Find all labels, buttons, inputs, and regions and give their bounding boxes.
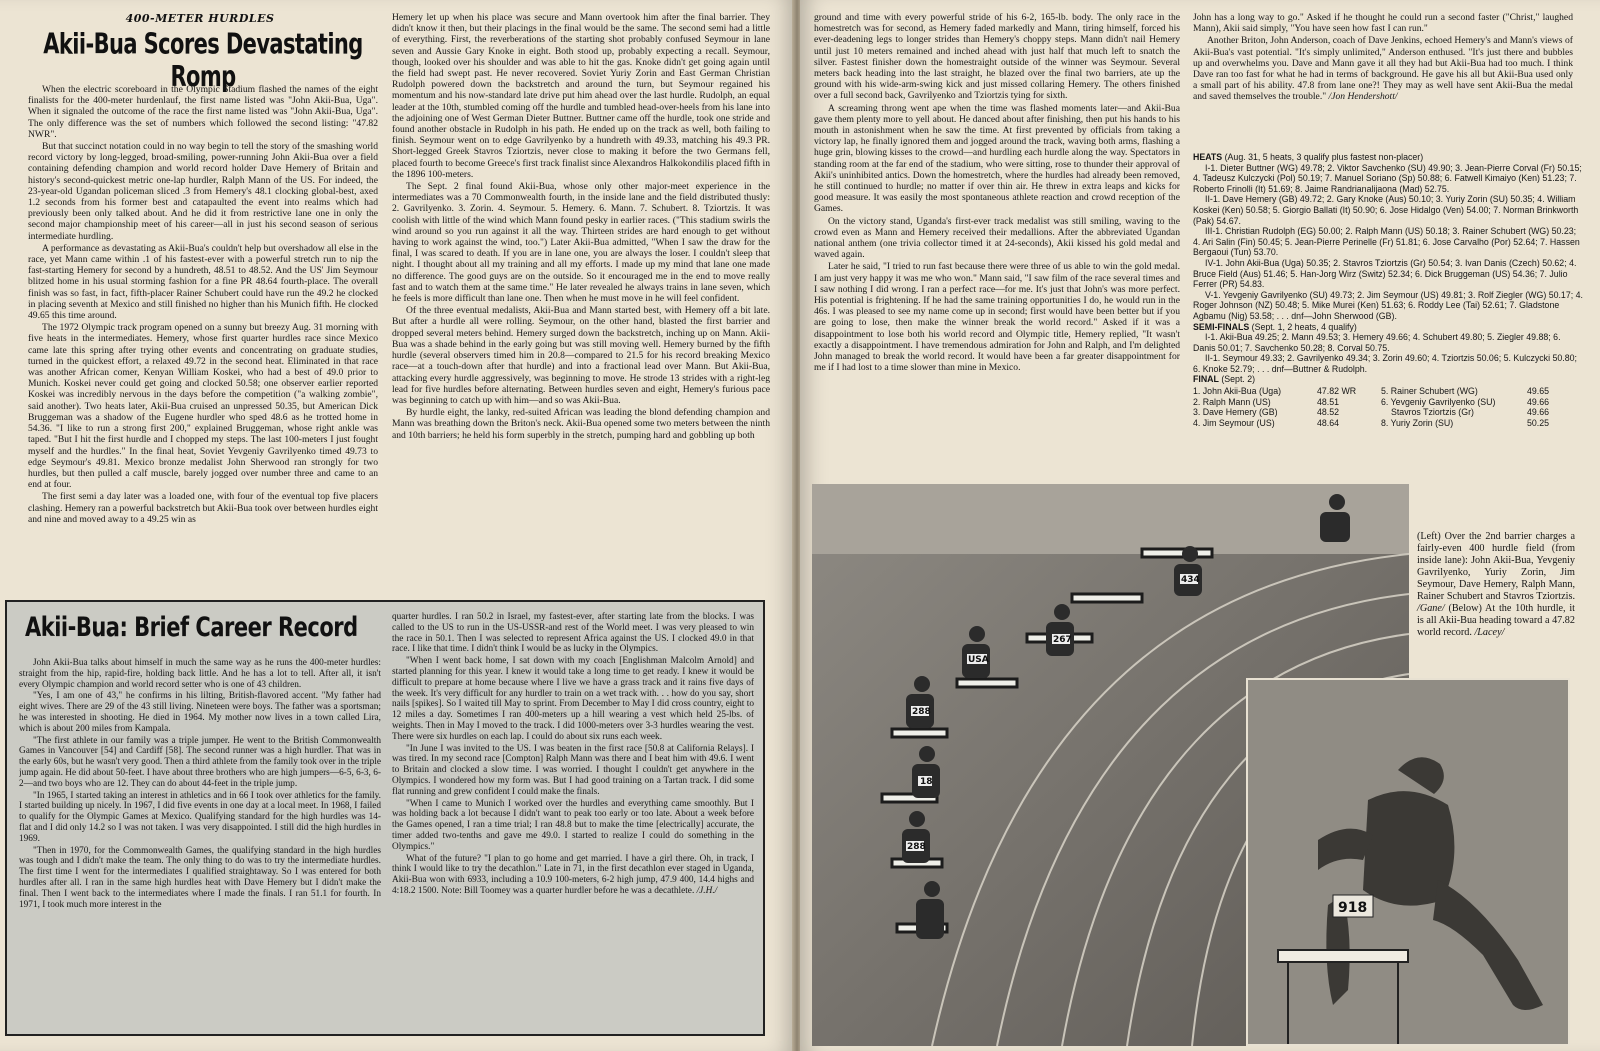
paragraph: Later he said, "I tried to run fast because there were three of us able to win the gold medal. I am just very happy it was me who won." Mann said, "I saw film of the race several times and I saw nothing I did wrong. I ran a perfect race—for me. It's just that John's was more perfect. His potential is frightening. If he had the same training opportunities I do, he would run in the 46s. I was pleased to see my name come up in second; first would have been better but if you are going to lose, then make the winner break the world record." Asked if it was a disappointment to lose both his world record and Olympic title, Hemery replied, "It wasn't exactly a disappointment. I have tremendous admiration for John and Ralph, and I'm delighted John managed to break the world record. It would have been a far greater disappointment for me if I had lost to a time slower than mine in Mexico. bbox=[814, 261, 1180, 374]
paragraph: But that succinct notation could in no way begin to tell the story of the smashing world record victory by long-legged, broad-smiling, power-running John Akii-Bua over a field containing defending champion and world record holder Dave Hemery of Britain and history's second-quickest metric one-lap hurdler, Ralph Mann of the US. For indeed, the 23-year-old Ugandan policeman sliced .3 from Hemery's 48.1 clocking global-best, axed 1.2 seconds from his former best and catapaulted the event into realms which had previously been only talked about. And he did it from restrictive lane one in only the second major championship meet of his career—all in just his second season of serious intermediate hurdling. bbox=[28, 141, 378, 242]
paragraph: The 1972 Olympic track program opened on a sunny but breezy Aug. 31 morning with five heats in the intermediates. Hemery, whose first quarter hurdles race since Mexico came late this spring after trying other events and concentrating on graduate studies, turned in the quickest effort, a relaxed 49.72 in the second heat. Eliminated in that race was another African comer, Kenyan William Koskei, who had a best of 49.0 prior to Munich. Koskei never could get going and clocked 50.58; one observer earlier reported Koskei was incredibly nervous in the days before the competition ("a walking zombie", said another). Two heats later, Akii-Bua cruised an unpressed 50.35, but American Dick Bruggeman was a shadow of the Eugene hurdler who sped 48.6 as he trotted home in 54.36. "I like to run a strong first 200," explained Bruggeman, whose right ankle was taped. "But I hit the first hurdle and I chopped my steps. The last 100-meters I just fought myself and the hurdles." In the final heat, Soviet Yevgeniy Gavrilyenko timed 49.73 to edge Seymour's 49.81. Mexico bronze medalist John Sherwood ran strongly for two hurdles, but then pulled a calf muscle, barely jogged over number three and came to an end at four. bbox=[28, 322, 378, 491]
sidebar-credit: /J.H./ bbox=[696, 885, 718, 896]
final-time: 48.52 bbox=[1317, 407, 1340, 418]
semis-label: SEMI-FINALS bbox=[1193, 321, 1250, 332]
final-time: 48.51 bbox=[1317, 396, 1340, 407]
semis-header bbox=[1193, 322, 1585, 333]
final-note: (Sept. 2) bbox=[1221, 374, 1256, 385]
final-athlete: 1. John Akii-Bua (Uga) bbox=[1193, 386, 1282, 397]
bib-number: 434 bbox=[1181, 575, 1200, 585]
final-time: 49.65 bbox=[1527, 386, 1550, 397]
sidebar-column-1 bbox=[19, 658, 381, 1030]
final-athlete: 3. Dave Hemery (GB) bbox=[1193, 407, 1278, 418]
table-row bbox=[1193, 386, 1555, 397]
akii-bua-photo bbox=[1246, 678, 1570, 1046]
heat-result: V-1. Yevgeniy Gavrilyenko (SU) 49.73; 2. Jim Seymour (US) 49.81; 3. Rolf Ziegler (WG) 50.17; 4. Roger Johnson (NZ) 50.48; 5. Mike Murei (Ken) 51.63; 6. Roddy Lee (Tai) 52.61; 7. Gladstone Agbamu (Nig) 53.58; . . . dnf—John Sherwood (GB). bbox=[1193, 289, 1583, 321]
final-athlete: Stavros Tziortzis (Gr) bbox=[1391, 407, 1474, 418]
caption-text: (Left) Over the 2nd barrier charges a fairly-even 400 hurdle field (from inside lane): John Akii-Bua, Yevgeniy Gavrilyenko, Yuriy Zorin, Jim Seymour, Dave Hemery, Ralph Mann, Rainer Schubert and Stavros Tziortzis. bbox=[1417, 531, 1575, 602]
paragraph: "The first athlete in our family was a triple jumper. He went to the British Commonwealth Games in Vancouver [54] and Cardiff [58]. The second runner was a high hurdler. That was in the early 60s, but he wasn't very good. Then a third athlete from the family took over in the triple jump again. He did about 50-feet. I have about three brothers who are high jumpers—6-5, 6-3, 6-2—and two boys who are 12. They can do about 44-feet in the triple jump. bbox=[19, 735, 381, 789]
article-kicker: 400-METER HURDLES bbox=[125, 12, 275, 25]
career-record-sidebar bbox=[5, 600, 765, 1036]
paragraph: Hemery let up when his place was secure and Mann overtook him after the final barrier. They didn't know it then, but their placings in the final would be the same. The second semi had a little of everything. First, the reverberations of the starting shot probably confused Seymour in lane seven and Aussie Gary Knoke in eight. Both stood up, probably expecting a recall. Seymour, though, looked over his shoulder and was able to hit the gas. Knoke didn't get going again until the field had swept past. He never recovered. Soviet Yuriy Zorin and East German Christian Rudolph powered down the backstretch and around the turn, but Seymour regained his momentum and his now-standard late drive put him ahead over the last hurdle. Rudolph, an equal leader at the 10th, stumbled coming off the hurdle and tumbled head-over-heels from his lane into the adjoining one of West German Dieter Buttner. Buttner came off the hurdle, took one stride and found another obstacle in Rudolph in his path. He ended up on the track as well, both failing to finish. Seymour went on to edge Gavrilyenko by a hundreth with 49.33, matching his 49.3 PR. Short-legged Greek Stavros Tziortzis, never close to making it before the two Germans fell, placed fourth to become Greece's first track finalist since Alexandros Halkokondilis placed fifth in the 1896 100-meters. bbox=[392, 12, 770, 180]
bib-number: 267 bbox=[1053, 635, 1072, 645]
heats-header bbox=[1193, 152, 1585, 163]
semi-result: II-1. Seymour 49.33; 2. Gavrilyenko 49.34; 3. Zorin 49.60; 4. Tziortzis 50.06; 5. Kulczycki 50.80; 6. Knoke 52.79; . . . dnf—Buttner & Rudolph. bbox=[1193, 353, 1577, 374]
heat-result: III-1. Christian Rudolph (EG) 50.00; 2. Ralph Mann (US) 50.18; 3. Rainer Schubert (WG) 50.23; 4. Ari Salin (Fin) 50.45; 5. Jean-Pierre Perinelle (Fr) 51.81; 6. Jose Carvalho (Por) 52.64; 7. Hassen Bergaoui (Tun) 53.70. bbox=[1193, 226, 1580, 258]
final-time: 49.66 bbox=[1527, 407, 1550, 418]
paragraph bbox=[392, 854, 754, 897]
article-credit: /Jon Hendershott/ bbox=[1328, 91, 1398, 103]
paragraph: When the electric scoreboard in the Olympic Stadium flashed the names of the eight finalists for the 400-meter hurdenlauf, the first name listed was "John Akii-Bua, Uga". When it signaled the outcome of the race the first name listed was "John Akii-Bua, Uga". The only difference was the set of numbers which followed the second listing: "47.82 NWR". bbox=[28, 84, 378, 140]
paragraph: A screaming throng went ape when the time was flashed moments later—and Akii-Bua gave them plenty more to yell about. He danced about after finishing, then put his hands to his mouth in astonishment when he saw the time. At first prevented by officials from taking a victory lap, he finally ignored them and jogged around the track, waving both arms, flashing a huge grin, blowing kisses to the crowd—and hurdling each hurdle along the way. Spectators in standing room at the far end of the stadium, who were sitting, rose to thunder their approval of Akii's uninhibited antics. Down the homestretch, where the hurdles had already been removed, he still continued to hurdle; no matter if over thin air. He threw in extra leaps and kicks for good measure. It was easily the most spontaneous athlete reaction and crowd reception of the Games. bbox=[814, 102, 1180, 215]
heats-label: HEATS bbox=[1193, 152, 1223, 162]
heat-result: I-1. Dieter Buttner (WG) 49.78; 2. Viktor Savchenko (SU) 49.90; 3. Jean-Pierre Corval (Fr) 50.15; 4. Tadeusz Kulczycki (Pol) 50.19; 7. Manuel Soriano (Sp) 50.88; 6. Fatwell Kimaiyo (Ken) 51.23; 7. Roberto Frinolli (It) 51.69; 8. Jaime Randrianalijaona (Mad) 52.75. bbox=[1193, 162, 1582, 194]
paragraph: ground and time with every powerful stride of his 6-2, 165-lb. body. The only race in the homestretch was for second, as Hemery faded markedly and Mann, tiring himself, forced his ever-deadening legs to longer strides than Hemery's choppy steps. Mann didn't nail Hemery until just 10 meters remained and inched ahead with just half that much left to snatch the silver. Fastest finisher down the homestraight outside of the winner was Seymour. Several meters back heading into the last straight, he blazed over the final two barriers, ate up the ground with his wide-arm-swing kick and just missed collaring Hemery. The others finished over a full second back, Gavrilyenko and Tziortzis tying for sixth. bbox=[814, 12, 1180, 102]
article-column-1 bbox=[28, 84, 378, 596]
paragraph: John Akii-Bua talks about himself in much the same way as he runs the 400-meter hurdles: straight from the hip, rapid-fire, holding back little. And he has a lot to tell. After all, it isn't every Olympic champion and world record setter who is one of 43 children. bbox=[19, 658, 381, 690]
paragraph bbox=[1193, 35, 1573, 102]
article-column-3 bbox=[814, 12, 1180, 474]
bib-number: 918 bbox=[1338, 900, 1368, 916]
caption-text-2: (Below) At the 10th hurdle, it is all Akii-Bua heading toward a 47.82 world record. bbox=[1417, 603, 1575, 638]
paragraph-text: What of the future? "I plan to go home and get married. I have a girl there. Oh, in track, I think I would like to try the decathlon." Late in 71, in the first decathlon ever staged in Uganda, Akii-Bua won with 6933, including a 10.9 100-meters, 6-2 high jump, 47.9 400, 14.4 highs and 4:18.2 1500. Note: Bill Toomey was a quarter hurdler before he was a decathlete. bbox=[392, 853, 754, 896]
heat-result: IV-1. John Akii-Bua (Uga) 50.35; 2. Stavros Tziortzis (Gr) 50.54; 3. Ivan Danis (Czech) 50.62; 4. Bruce Field (Aus) 51.46; 5. Han-Jorg Wirz (Switz) 52.34; 6. Dick Bruggeman (US) 54.36; 7. Julio Ferrer (PR) 54.83. bbox=[1193, 257, 1577, 290]
semi-result: I-1. Akii-Bua 49.25; 2. Mann 49.53; 3. Hemery 49.66; 4. Schubert 49.80; 5. Ziegler 49.88; 6. Danis 50.01; 7. Savchenko 50.28; 8. Corval 50.75. bbox=[1193, 332, 1561, 353]
table-row bbox=[1193, 407, 1555, 418]
table-row bbox=[1193, 418, 1555, 429]
final-time: 47.82 WR bbox=[1317, 386, 1357, 397]
paragraph: The first semi a day later was a loaded one, with four of the eventual top five placers clashing. Hemery ran a powerful backstretch but Akii-Bua took over between hurdles eight and nine and moved away to a 49.25 win as bbox=[28, 491, 378, 525]
final-results-table bbox=[1193, 386, 1555, 428]
paragraph: quarter hurdles. I ran 50.2 in Israel, my fastest-ever, after starting late from the blocks. I was called to the US to run in the US-USSR-and rest of the World meet. I was very pleased to win the race in 50.1. Then I was selected to represent Africa against the US. I clocked 49.0 in that race. I like that time. I didn't think I would be as lucky in the Olympics. bbox=[392, 612, 754, 655]
paragraph: A performance as devastating as Akii-Bua's couldn't help but overshadow all else in the race, yet Mann came within .1 of his fastest-ever with a powerful stretch run to nip the fast-starting Hemery for second by a hundreth, 48.51 to 48.52. And the US' Jim Seymour blitzed home in his usual storming fashion for a fine PR 48.64 fourth-place. The overall finish was so fast, in fact, fifth-placer Rainer Schubert could have run the 49.2 he clocked in placing seventh at Mexico and still finished no higher than his Munich fifth. He clocked 49.65 this time around. bbox=[28, 242, 378, 322]
paragraph: John has a long way to go." Asked if he thought he could run a second faster ("Christ," laughed Mann), Akii said simply, "You have seen how fast I can run." bbox=[1193, 12, 1573, 35]
final-time: 50.25 bbox=[1527, 417, 1550, 428]
bib-number: 18 bbox=[920, 777, 933, 787]
paragraph: "When I came to Munich I worked over the hurdles and everything came smoothly. But I was holding back a lot because I didn't want to peak too early or too late. About a week before the Games opened, I ran a time trial; I ran 48.8 but to make the time [electrically] accurate, the timer added two-tenths and gave me 49.0. I started to realize I could do something in the Olympics." bbox=[392, 798, 754, 852]
final-athlete: 2. Ralph Mann (US) bbox=[1193, 396, 1271, 407]
paragraph: Of the three eventual medalists, Akii-Bua and Mann started best, with Hemery off a bit late. But after a hurdle all were rolling. Seymour, on the other hand, blasted the first barrier and dropped several meters behind. Hemery surged down the backstretch, inching up on Mann. Akii-Bua was a shade behind in the early going but was still moving well. Hemery burned by the fifth hurdle (several observers timed him in 20.8—compared to 21.5 for his record breaking Mexico race—at a touch-down after that hurdle) and into a fractional lead over Mann. But Akii-Bua, attacking every hurdle aggressively, was beginning to move. He strode 13 strides with a right-leg lead for five hurdles before alternating. Between hurdles seven and eight, Hemery's furious pace was beginning to catch up with him—and so was Akii-Bua. bbox=[392, 305, 770, 406]
paragraph: The Sept. 2 final found Akii-Bua, whose only other major-meet experience in the intermediates was a 70 Commonwealth fourth, in the inside lane and the field distributed thusly: 2. Gavrilyenko. 3. Zorin. 4. Seymour. 5. Hemery. 6. Mann. 7. Schubert. 8. Tziortzis. It was coolish with little of the wind which Mann found pesky in earlier races. ("This stadium swirls the wind around so you run against it all the way. Thirteen strides are hard enough to get without having to work against the wind, too.") Later Akii-Bua admitted, "When I saw the draw for the final, I was scared to death. If you are in lane one, you are always the loser. I couldn't sleep that night. I thought about all my training and all my efforts. I made up my mind that lane one made no difference. The good guys are on the outside. So it encouraged me in the end to move really fast and to watch them at the same time." He later revealed he always trains in lane seven, which he feels is more difficult than lane one. Then when he must move in he will feel confident. bbox=[392, 181, 770, 305]
heat-result: II-1. Dave Hemery (GB) 49.72; 2. Gary Knoke (Aus) 50.10; 3. Yuriy Zorin (SU) 50.35; 4. William Koskei (Ken) 50.58; 5. Giorgio Ballati (It) 50.90; 6. Jose Hidalgo (Ven) 54.00; 7. Norman Brinkworth (Pak) 54.67. bbox=[1193, 194, 1579, 226]
bib-number: 288 bbox=[912, 707, 931, 717]
semis-note: (Sept. 1, 2 heats, 4 qualify) bbox=[1251, 321, 1357, 332]
final-athlete: 5. Rainer Schubert (WG) bbox=[1381, 386, 1478, 397]
paragraph: "Yes, I am one of 43," he confirms in his lilting, British-flavored accent. "My father had eight wives. There are 29 of the 43 still living. Nineteen were boys. The father was a sportsman; he was interested in shooting. He died in 1964. My mother now lives in a town called Lira, which is about 200 miles from Kampala. bbox=[19, 691, 381, 734]
bib-number: 288 bbox=[907, 842, 926, 852]
bib-number: USA bbox=[968, 655, 989, 665]
results-block bbox=[1193, 152, 1585, 428]
final-athlete: 4. Jim Seymour (US) bbox=[1193, 417, 1275, 428]
final-time: 48.64 bbox=[1317, 417, 1340, 428]
paragraph: "Then in 1970, for the Commonwealth Games, the qualifying standard in the high hurdles was tough and I didn't make the team. The only thing to do was to try the intermediate hurdles. The first time I went for the intermediates I qualified straightaway. So I was entered for both hurdles after all. I ran in the same high hurdles heat with Dave Hemery but I didn't make the final. Then I went back to the intermediates where I made the finals. I ran 51.1 for fourth. In 1971, I took much more interest in the bbox=[19, 845, 381, 910]
paragraph: By hurdle eight, the lanky, red-suited African was leading the blond defending champion and Mann was breathing down the Briton's neck. Akii-Bua opened some two meters between the ninth and 10th barriers; he held his form superbly in the stretch, pumping hard and gobbling up both bbox=[392, 407, 770, 441]
heats-note: (Aug. 31, 5 heats, 3 qualify plus fastest non-placer) bbox=[1224, 152, 1424, 162]
right-page bbox=[800, 0, 1600, 1051]
final-header bbox=[1193, 374, 1585, 385]
final-athlete: 6. Yevgeniy Gavrilyenko (SU) bbox=[1381, 396, 1496, 407]
paragraph: "In 1965, I started taking an interest in athletics and in 66 I took over athletics for the family. I started building up nicely. In 1967, I did five events in one day at a local meet. In 1968, I failed to qualify for the Olympic Games at Mexico. Qualifying standard for the high hurdles was 14-flat and I did only 14.2 so I was not taken. I was very disappointed. I still did the high hurdles in 1969. bbox=[19, 790, 381, 844]
paragraph-text: Another Briton, John Anderson, coach of Dave Jenkins, echoed Hemery's and Mann's views of Akii-Bua's vast potential. "It's simply unlimited," Anderson enthused. "It's just there and bubbles up and overwhelms you. Dave and Mann gave it all they had but Akii-Bua had too much. I think Dave ran too fast for what he had in terms of background. He gave his all but Akii-Bua used only a small part of his ability. 47.8 from lane one?! They may as well have sent Akii-Bua the medal and saved themselves the trouble." bbox=[1193, 35, 1573, 103]
table-row bbox=[1193, 397, 1555, 408]
paragraph: On the victory stand, Uganda's first-ever track medalist was still smiling, waving to the crowd even as Mann and Hemery received their medallions. After the abbreviated Ugandan national anthem (one trivia collector timed it at 24-seconds), Akii kissed his gold medal and waved again. bbox=[814, 215, 1180, 261]
hurdler-illustration bbox=[1248, 680, 1568, 1044]
final-athlete: 8. Yuriy Zorin (SU) bbox=[1381, 417, 1454, 428]
final-label: FINAL bbox=[1193, 374, 1219, 385]
article-column-4 bbox=[1193, 12, 1573, 150]
paragraph: "In June I was invited to the US. I was beaten in the first race [50.8 at California Relays]. I was tired. In my second race [Compton] Ralph Mann was there and I beat him with 49.6. I went to Britain and clocked a slow time. I was worried. I thought I couldn't get anywhere in the Olympics. I wondered how my form was. But I had good training on a Tartan track. I did some flat running and grew confident I could make the finals. bbox=[392, 743, 754, 797]
caption-credit: /Gane/ bbox=[1417, 603, 1445, 614]
paragraph: "When I went back home, I sat down with my coach [Englishman Malcolm Arnold] and started planning for this year. I knew it would take a long time to get ready. I knew it would be difficult to prepare at home because where I live we have a grass track and it rains five days of the week. It's very difficult for any hurdler to train on a wet track with. . . how do you say, short nails [spikes]. So I waited till May to sprint. From December to May I did cross country, eight to 12 miles a day. Sometimes I ran 400-meters up a hill wearing a vest which held 25-lbs. of weights. Then in May I moved to the track. I did 1000-meters over 3-3 hurdles wearing the vest. There were six hurdles on each lap. I could do about six runs each week. bbox=[392, 656, 754, 742]
photo-caption bbox=[1417, 531, 1575, 639]
article-column-2 bbox=[392, 12, 770, 596]
sidebar-column-2 bbox=[392, 612, 754, 1032]
final-time: 49.66 bbox=[1527, 396, 1550, 407]
sidebar-title: Akii-Bua: Brief Career Record bbox=[25, 612, 358, 642]
left-page bbox=[0, 0, 794, 1051]
article-headline: Akii-Bua Scores Devastating Romp bbox=[43, 28, 363, 93]
caption-credit-2: /Lacey/ bbox=[1474, 627, 1505, 638]
